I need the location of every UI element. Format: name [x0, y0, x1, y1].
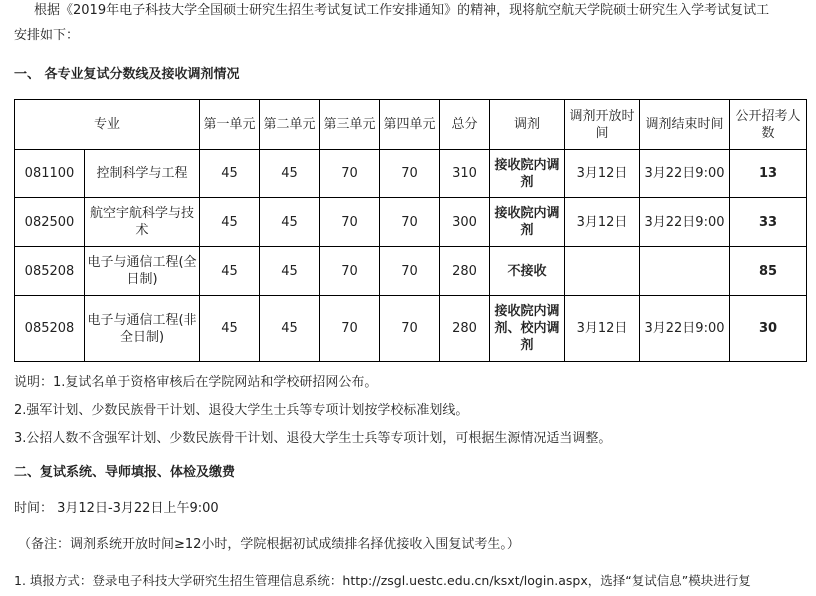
major-name: 航空宇航科学与技术 — [85, 198, 200, 247]
note-2: 2.强军计划、少数民族骨干计划、退役大学生士兵等专项计划按学校标准划线。 — [14, 403, 469, 418]
total-score: 310 — [440, 150, 490, 198]
unit3-score: 70 — [320, 296, 380, 362]
total-score: 280 — [440, 247, 490, 296]
header-unit2: 第二单元 — [260, 100, 320, 150]
intro-paragraph-line2: 安排如下： — [14, 28, 80, 43]
note-3: 3.公招人数不含强军计划、少数民族骨干计划、退役大学生士兵等专项计划，可根据生源情况适当调整。 — [14, 431, 612, 446]
section1-heading: 一、 各专业复试分数线及接收调剂情况 — [14, 67, 240, 82]
header-total: 总分 — [440, 100, 490, 150]
open-time: 3月12日 — [565, 296, 640, 362]
header-unit1: 第一单元 — [200, 100, 260, 150]
major-code: 085208 — [15, 247, 85, 296]
score-table — [14, 99, 807, 362]
fill-method-item: 1. 填报方式：登录电子科技大学研究生招生管理信息系统：http://zsgl.uestc.edu.cn/ksxt/login.aspx，选择“复试信息”模块进行复 — [14, 573, 751, 588]
schedule-time: 时间： 3月12日-3月22日上午9:00 — [14, 501, 219, 516]
open-time: 3月12日 — [565, 150, 640, 198]
major-name: 电子与通信工程(非全日制) — [85, 296, 200, 362]
header-major: 专业 — [15, 100, 200, 150]
major-name: 控制科学与工程 — [85, 150, 200, 198]
unit4-score: 70 — [380, 296, 440, 362]
unit2-score: 45 — [260, 247, 320, 296]
unit3-score: 70 — [320, 247, 380, 296]
unit1-score: 45 — [200, 296, 260, 362]
major-code: 081100 — [15, 150, 85, 198]
quota: 13 — [730, 150, 807, 198]
transfer-status: 接收院内调剂 — [490, 198, 565, 247]
table-row — [15, 198, 807, 247]
unit2-score: 45 — [260, 296, 320, 362]
unit1-score: 45 — [200, 198, 260, 247]
section2-heading: 二、复试系统、导师填报、体检及缴费 — [14, 465, 236, 480]
close-time: 3月22日9:00 — [640, 150, 730, 198]
transfer-status: 接收院内调剂 — [490, 150, 565, 198]
transfer-status: 不接收 — [490, 247, 565, 296]
open-time — [565, 247, 640, 296]
unit2-score: 45 — [260, 198, 320, 247]
open-time: 3月12日 — [565, 198, 640, 247]
unit2-score: 45 — [260, 150, 320, 198]
note-1: 说明：1.复试名单于资格审核后在学院网站和学校研招网公布。 — [14, 375, 378, 390]
unit1-score: 45 — [200, 247, 260, 296]
unit3-score: 70 — [320, 150, 380, 198]
header-unit3: 第三单元 — [320, 100, 380, 150]
quota: 33 — [730, 198, 807, 247]
table-header-row — [15, 100, 807, 150]
unit4-score: 70 — [380, 198, 440, 247]
intro-paragraph-line1: 根据《2019年电子科技大学全国硕士研究生招生考试复试工作安排通知》的精神，现将航空航天学院硕士研究生入学考试复试工 — [34, 3, 770, 18]
quota: 85 — [730, 247, 807, 296]
close-time: 3月22日9:00 — [640, 198, 730, 247]
table-row — [15, 247, 807, 296]
total-score: 280 — [440, 296, 490, 362]
close-time — [640, 247, 730, 296]
close-time: 3月22日9:00 — [640, 296, 730, 362]
unit4-score: 70 — [380, 150, 440, 198]
remark-text: （备注：调剂系统开放时间≥12小时，学院根据初试成绩排名择优接收入围复试考生。） — [18, 537, 520, 552]
quota: 30 — [730, 296, 807, 362]
unit1-score: 45 — [200, 150, 260, 198]
header-transfer: 调剂 — [490, 100, 565, 150]
transfer-status: 接收院内调剂、校内调剂 — [490, 296, 565, 362]
total-score: 300 — [440, 198, 490, 247]
major-code: 085208 — [15, 296, 85, 362]
table-row — [15, 296, 807, 362]
major-code: 082500 — [15, 198, 85, 247]
unit3-score: 70 — [320, 198, 380, 247]
header-close-time: 调剂结束时间 — [640, 100, 730, 150]
header-open-time: 调剂开放时间 — [565, 100, 640, 150]
header-quota: 公开招考人数 — [730, 100, 807, 150]
major-name: 电子与通信工程(全日制) — [85, 247, 200, 296]
table-row — [15, 150, 807, 198]
header-unit4: 第四单元 — [380, 100, 440, 150]
unit4-score: 70 — [380, 247, 440, 296]
